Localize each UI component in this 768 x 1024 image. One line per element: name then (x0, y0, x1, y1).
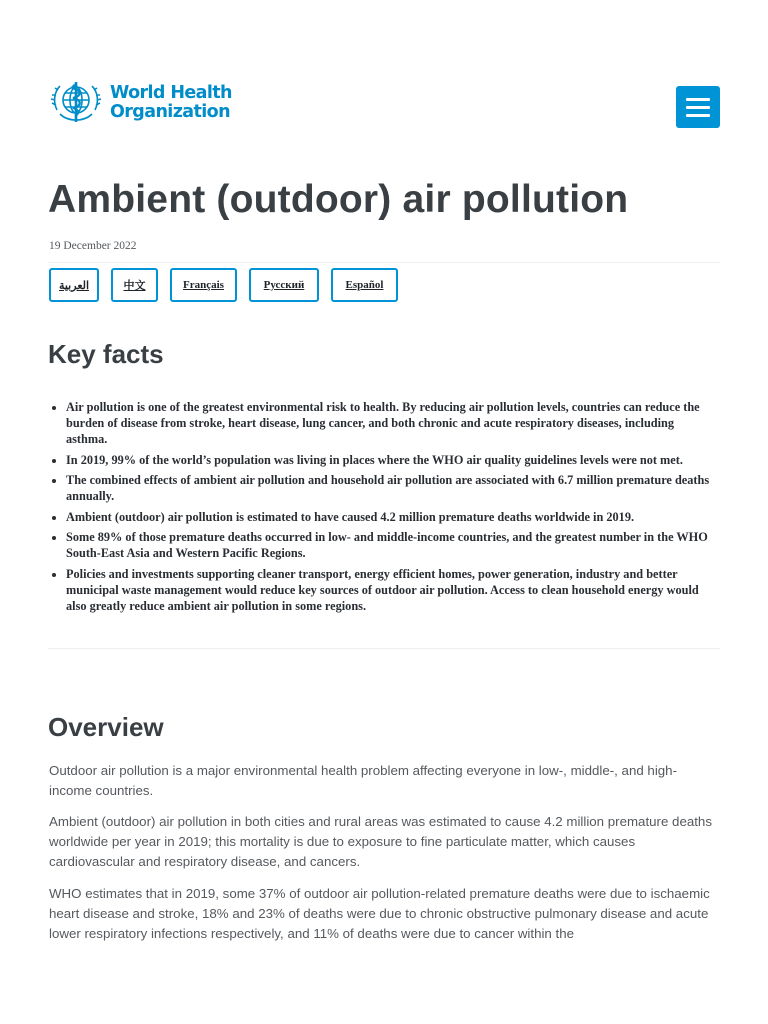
list-item: • Ambient (outdoor) air pollution is estimated to have caused 4.2 million premature deaths worldwide in 2019. (66, 509, 716, 525)
overview-paragraph: Ambient (outdoor) air pollution in both cities and rural areas was estimated to cause 4.2 million premature deaths worldwide per year in 2019; this mortality is due to exposure to fine particulate matter, which causes cardiovascular and respiratory disease, and cancers. (49, 814, 712, 869)
language-link-spanish[interactable]: Español (331, 268, 398, 302)
logo-line-1: World Health (110, 83, 232, 103)
overview-heading: Overview (48, 712, 164, 742)
menu-button[interactable] (676, 86, 720, 128)
list-item: • The combined effects of ambient air pollution and household air pollution are associated with 6.7 million premature deaths annually. (66, 472, 716, 504)
list-item: • In 2019, 99% of the world’s population was living in places where the WHO air quality guidelines levels were not met. (66, 452, 716, 468)
who-logo[interactable] (48, 78, 232, 128)
list-item: • Some 89% of those premature deaths occurred in low- and middle-income countries, and the greatest number in the WHO South-East Asia and Western Pacific Regions. (66, 529, 716, 561)
publish-date: 19 December 2022 (49, 240, 137, 252)
page-title: Ambient (outdoor) air pollution (48, 178, 629, 221)
list-item: • Air pollution is one of the greatest environmental risk to health. By reducing air pollution levels, countries can reduce the burden of disease from stroke, heart disease, lung cancer, and both chronic and acute respiratory diseases, including asthma. (66, 399, 716, 447)
overview-paragraph: WHO estimates that in 2019, some 37% of outdoor air pollution-related premature deaths were due to ischaemic heart disease and stroke, 18% and 23% of deaths were due to chronic obstructive pulmonary disease and acute lower respiratory infections respectively, and 11% of deaths were due to cancer within the (49, 886, 710, 941)
who-emblem-icon (48, 78, 104, 128)
key-facts-list (48, 399, 716, 618)
divider (48, 648, 720, 649)
key-facts-heading: Key facts (48, 339, 164, 369)
logo-wordmark (110, 84, 232, 122)
language-link-russian[interactable]: Русский (249, 268, 319, 302)
divider (48, 262, 720, 263)
language-switcher (49, 268, 398, 302)
language-link-chinese[interactable]: 中文 (111, 268, 158, 302)
hamburger-menu-icon-bar (686, 106, 710, 109)
logo-line-2: Organization (110, 102, 230, 122)
language-link-french[interactable]: Français (170, 268, 237, 302)
hamburger-menu-icon-bar (686, 114, 710, 117)
hamburger-menu-icon (686, 98, 710, 101)
list-item: • Policies and investments supporting cleaner transport, energy efficient homes, power generation, industry and better municipal waste management would reduce key sources of outdoor air pollution. Access to clean household energy would also greatly reduce ambient air pollution in some regions. (66, 566, 716, 614)
overview-paragraph: Outdoor air pollution is a major environmental health problem affecting everyone in low-, middle-, and high-income countries. (49, 763, 677, 798)
language-link-arabic[interactable]: العربية (49, 268, 99, 302)
site-header (48, 78, 720, 136)
